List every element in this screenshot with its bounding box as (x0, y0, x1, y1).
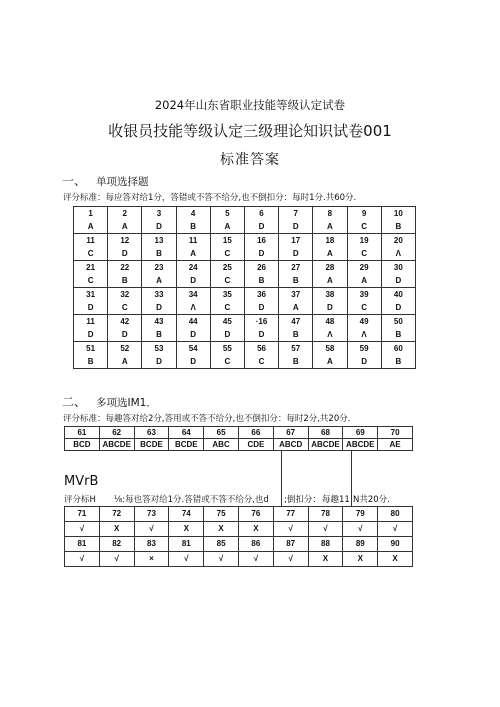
question-number-cell: 65 (204, 427, 239, 439)
question-number-cell: 27 (279, 261, 313, 275)
question-number-cell: 70 (378, 427, 413, 439)
section3-scoring-note-d: 每趣11 (322, 495, 350, 505)
question-number-cell: 37 (279, 288, 313, 302)
answer-cell: C (108, 301, 142, 315)
section2-answer-table (64, 426, 413, 451)
answer-cell: C (74, 247, 108, 261)
question-number-cell: 66 (238, 427, 273, 439)
question-number-cell: 12 (108, 234, 142, 248)
section3-scoring-note-a: 评分标H (64, 495, 96, 505)
question-number-cell: 1 (74, 207, 108, 221)
answer-cell: √ (273, 552, 308, 567)
question-number-cell: 56 (244, 342, 278, 356)
answer-cell: √ (65, 522, 100, 537)
question-number-cell: 80 (378, 507, 413, 522)
answer-cell: ABC (204, 439, 239, 451)
section2-title: 多项选IM1． (96, 397, 157, 409)
question-number-cell: 54 (176, 342, 210, 356)
answer-cell: A (142, 274, 176, 288)
table-row (65, 522, 413, 537)
question-number-cell: 72 (99, 507, 134, 522)
question-number-cell: 3 (142, 207, 176, 221)
question-number-cell: 81 (169, 537, 204, 552)
answer-cell: D (142, 220, 176, 234)
answer-cell: X (343, 552, 378, 567)
answer-cell: × (134, 552, 169, 567)
answer-cell: D (74, 301, 108, 315)
answer-cell: X (169, 522, 204, 537)
answer-cell: X (204, 522, 239, 537)
question-number-cell: 69 (343, 427, 378, 439)
answer-cell: C (210, 301, 244, 315)
question-number-cell: ·16 (244, 315, 278, 329)
question-number-cell: 73 (134, 507, 169, 522)
question-number-cell: 38 (313, 288, 347, 302)
table-row (74, 355, 416, 369)
question-number-cell: 35 (210, 288, 244, 302)
question-number-cell: 71 (65, 507, 100, 522)
question-number-cell: 20 (381, 234, 415, 248)
answer-cell: √ (238, 552, 273, 567)
answer-cell: B (142, 247, 176, 261)
question-number-cell: 11 (74, 234, 108, 248)
answer-cell: D (313, 301, 347, 315)
answer-cell: D (108, 328, 142, 342)
answer-cell: C (347, 301, 381, 315)
table-row (74, 315, 416, 329)
question-number-cell: 2 (108, 207, 142, 221)
question-number-cell: 60 (381, 342, 415, 356)
answer-cell: ABCD (273, 439, 308, 451)
answer-cell: B (74, 355, 108, 369)
answer-cell: Λ (313, 328, 347, 342)
answer-cell: C (210, 247, 244, 261)
answer-cell: √ (343, 522, 378, 537)
question-number-cell: 45 (210, 315, 244, 329)
table-row (74, 207, 416, 221)
question-number-cell: 28 (313, 261, 347, 275)
question-number-cell: 64 (169, 427, 204, 439)
question-number-cell: 78 (308, 507, 343, 522)
answer-cell: B (381, 355, 415, 369)
section1-title: 单项选择题 (96, 176, 149, 188)
question-number-cell: 68 (308, 427, 343, 439)
question-number-cell: 43 (142, 315, 176, 329)
answer-cell: D (244, 301, 278, 315)
answer-cell: D (244, 247, 278, 261)
question-number-cell: 75 (204, 507, 239, 522)
answer-cell: A (279, 301, 313, 315)
table-row (65, 537, 413, 552)
table-row (74, 342, 416, 356)
answer-key-title: 标准答案 (220, 152, 280, 168)
question-number-cell: 81 (65, 537, 100, 552)
answer-cell: D (176, 274, 210, 288)
question-number-cell: 63 (134, 427, 169, 439)
answer-cell: B (142, 328, 176, 342)
question-number-cell: 6 (244, 207, 278, 221)
answer-cell: B (279, 355, 313, 369)
question-number-cell: 42 (108, 315, 142, 329)
answer-cell: C (210, 355, 244, 369)
question-number-cell: 62 (99, 427, 134, 439)
question-number-cell: 83 (134, 537, 169, 552)
answer-cell: C (74, 274, 108, 288)
answer-cell: √ (65, 552, 100, 567)
table-row (74, 247, 416, 261)
answer-cell: D (142, 355, 176, 369)
question-number-cell: 17 (279, 234, 313, 248)
question-number-cell: 36 (244, 288, 278, 302)
answer-cell: D (210, 328, 244, 342)
answer-cell: √ (273, 522, 308, 537)
question-number-cell: 89 (343, 537, 378, 552)
answer-cell: BCDE (169, 439, 204, 451)
exam-header-line: 2024年山东省职业技能等级认定试卷 (154, 98, 346, 112)
question-number-cell: 47 (279, 315, 313, 329)
question-number-cell: 18 (313, 234, 347, 248)
answer-cell: X (238, 522, 273, 537)
section1-number: 一、 (62, 174, 87, 188)
question-number-cell: 87 (273, 537, 308, 552)
answer-cell: A (313, 274, 347, 288)
question-number-cell: 21 (74, 261, 108, 275)
question-number-cell: 61 (65, 427, 100, 439)
question-number-cell: 57 (279, 342, 313, 356)
answer-cell: D (244, 220, 278, 234)
answer-cell: BCDE (134, 439, 169, 451)
answer-cell: D (381, 274, 415, 288)
table-row (74, 274, 416, 288)
question-number-cell: 34 (176, 288, 210, 302)
answer-cell: C (347, 220, 381, 234)
answer-cell: A (108, 355, 142, 369)
section2-number: 二、 (62, 395, 87, 409)
table-row (65, 439, 413, 451)
question-number-cell: 49 (347, 315, 381, 329)
answer-cell: X (378, 552, 413, 567)
question-number-cell: 90 (378, 537, 413, 552)
answer-cell: AE (378, 439, 413, 451)
table-row (74, 220, 416, 234)
question-number-cell: 19 (347, 234, 381, 248)
answer-cell: D (74, 328, 108, 342)
question-number-cell: 15 (210, 234, 244, 248)
question-number-cell: 44 (176, 315, 210, 329)
answer-cell: ABCDE (308, 439, 343, 451)
question-number-cell: 31 (74, 288, 108, 302)
question-number-cell: 76 (238, 507, 273, 522)
question-number-cell: 33 (142, 288, 176, 302)
section3-scoring-note-e: N共20分. (353, 495, 390, 505)
answer-cell: √ (134, 522, 169, 537)
table-row (74, 234, 416, 248)
answer-cell: A (313, 220, 347, 234)
answer-cell: D (142, 301, 176, 315)
section1-scoring-note: 评分标准：每应答对给1分，答错或不答不给分,也不倒扣分：每时1分.共60分. (63, 193, 357, 203)
question-number-cell: 4 (176, 207, 210, 221)
answer-cell: A (176, 247, 210, 261)
answer-cell: D (347, 355, 381, 369)
answer-cell: B (381, 220, 415, 234)
question-number-cell: 52 (108, 342, 142, 356)
question-number-cell: 50 (381, 315, 415, 329)
section2-scoring-note: 评分标准：每趣答对给2分,答用或不答不给分,也不倒扣分：每时2分,共20分. (63, 414, 351, 424)
question-number-cell: 24 (176, 261, 210, 275)
answer-cell: X (99, 522, 134, 537)
question-number-cell: 30 (381, 261, 415, 275)
question-number-cell: 26 (244, 261, 278, 275)
divider-line (281, 450, 282, 506)
answer-cell: C (347, 247, 381, 261)
question-number-cell: 86 (238, 537, 273, 552)
answer-cell: ABCDE (99, 439, 134, 451)
answer-cell: √ (308, 522, 343, 537)
answer-cell: Λ (381, 247, 415, 261)
answer-cell: A (313, 355, 347, 369)
answer-cell: √ (204, 552, 239, 567)
table-row (74, 261, 416, 275)
question-number-cell: 10 (381, 207, 415, 221)
answer-cell: B (108, 274, 142, 288)
answer-cell: ABCDE (343, 439, 378, 451)
answer-cell: Λ (176, 301, 210, 315)
table-row (65, 552, 413, 567)
question-number-cell: 22 (108, 261, 142, 275)
answer-cell: D (108, 247, 142, 261)
question-number-cell: 53 (142, 342, 176, 356)
answer-cell: D (279, 220, 313, 234)
answer-cell: B (279, 328, 313, 342)
table-row (65, 507, 413, 522)
table-row (74, 288, 416, 302)
question-number-cell: 29 (347, 261, 381, 275)
question-number-cell: 82 (99, 537, 134, 552)
answer-cell: D (279, 247, 313, 261)
table-row (74, 328, 416, 342)
answer-cell: A (210, 220, 244, 234)
question-number-cell: 48 (313, 315, 347, 329)
section1-answer-table (73, 206, 416, 369)
answer-cell: D (176, 328, 210, 342)
answer-cell: A (74, 220, 108, 234)
divider-line (351, 450, 352, 506)
section3-answer-table (64, 506, 413, 567)
question-number-cell: 13 (142, 234, 176, 248)
question-number-cell: 79 (343, 507, 378, 522)
question-number-cell: 23 (142, 261, 176, 275)
answer-cell: B (381, 328, 415, 342)
answer-cell: √ (99, 552, 134, 567)
answer-cell: B (244, 274, 278, 288)
answer-cell: C (244, 355, 278, 369)
table-row (65, 427, 413, 439)
question-number-cell: 5 (210, 207, 244, 221)
answer-cell: CDE (238, 439, 273, 451)
answer-cell: A (313, 247, 347, 261)
answer-cell: B (279, 274, 313, 288)
question-number-cell: 7 (279, 207, 313, 221)
question-number-cell: 67 (273, 427, 308, 439)
answer-cell: C (210, 274, 244, 288)
question-number-cell: 51 (74, 342, 108, 356)
question-number-cell: 40 (381, 288, 415, 302)
question-number-cell: 16 (244, 234, 278, 248)
answer-cell: A (108, 220, 142, 234)
question-number-cell: 8 (313, 207, 347, 221)
table-row (74, 301, 416, 315)
answer-cell: D (176, 355, 210, 369)
answer-cell: √ (169, 552, 204, 567)
question-number-cell: 58 (313, 342, 347, 356)
section3-scoring-note-c: ;倒扣分： (284, 495, 321, 505)
question-number-cell: 9 (347, 207, 381, 221)
question-number-cell: 39 (347, 288, 381, 302)
answer-cell: D (244, 328, 278, 342)
section3-heading: MVrB (64, 474, 99, 489)
question-number-cell: 11 (176, 234, 210, 248)
answer-cell: Λ (347, 328, 381, 342)
answer-cell: B (176, 220, 210, 234)
answer-cell: √ (378, 522, 413, 537)
question-number-cell: 11 (74, 315, 108, 329)
question-number-cell: 32 (108, 288, 142, 302)
question-number-cell: 88 (308, 537, 343, 552)
answer-cell: X (308, 552, 343, 567)
question-number-cell: 77 (273, 507, 308, 522)
answer-cell: BCD (65, 439, 100, 451)
question-number-cell: 25 (210, 261, 244, 275)
question-number-cell: 85 (204, 537, 239, 552)
section2-heading (62, 393, 157, 410)
question-number-cell: 55 (210, 342, 244, 356)
section1-heading (62, 172, 149, 189)
answer-cell: A (347, 274, 381, 288)
section3-scoring-note-b: ⅛:每也答对给1分.答错或不答不给分,也d (114, 495, 269, 505)
question-number-cell: 59 (347, 342, 381, 356)
question-number-cell: 74 (169, 507, 204, 522)
answer-cell: D (381, 301, 415, 315)
exam-title: 收银员技能等级认定三级理论知识试卷001 (108, 122, 392, 140)
